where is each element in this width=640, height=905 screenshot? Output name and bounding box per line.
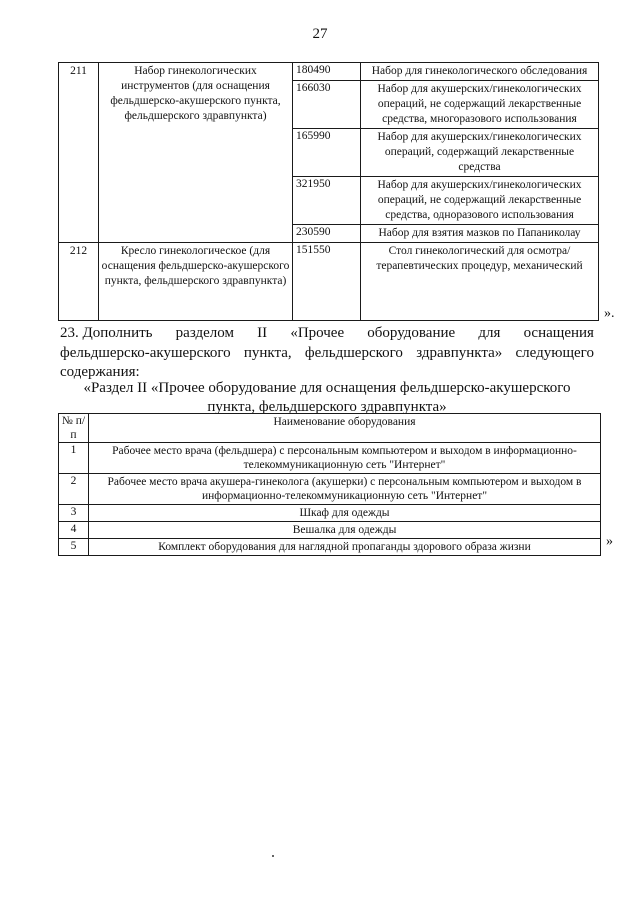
table-row — [59, 474, 601, 505]
row-number: 2 — [59, 474, 89, 505]
row-number: 1 — [59, 443, 89, 474]
page-number: 27 — [312, 26, 328, 42]
item-description: Набор для гинекологического обследования — [361, 63, 599, 81]
word: здравпункта» — [416, 345, 503, 361]
table-row — [59, 63, 599, 81]
word: фельдшерско-акушерского — [60, 345, 231, 361]
word: фельдшерского — [304, 345, 403, 361]
word: пункта, — [243, 345, 292, 361]
item-code: 321950 — [293, 177, 361, 225]
header-name: Наименование оборудования — [89, 414, 601, 443]
item-code: 166030 — [293, 81, 361, 129]
word: следующего — [515, 345, 594, 361]
paragraph-23-line-3: содержания: — [60, 364, 140, 380]
table-row — [59, 443, 601, 474]
item-description: Набор для акушерских/гинекологических операций, не содержащий лекарственные средства, одноразового использования — [361, 177, 599, 225]
table-header-row — [59, 414, 601, 443]
section-title-line-2: пункта, фельдшерского здравпункта» — [207, 399, 447, 415]
other-equipment-table — [58, 413, 601, 556]
item-code: 230590 — [293, 225, 361, 243]
row-number: 212 — [59, 243, 99, 321]
equipment-name: Набор гинекологических инструментов (для оснащения фельдшерско-акушерского пункта, фельдшерского здравпункта) — [99, 63, 293, 243]
closing-quote: ». — [604, 306, 615, 321]
scan-dot — [272, 855, 274, 857]
word: 23. Дополнить — [60, 325, 153, 341]
equipment-name: Шкаф для одежды — [89, 505, 601, 522]
section-title-line-1: «Раздел II «Прочее оборудование для оснащения фельдшерско-акушерского — [83, 380, 571, 396]
item-code: 165990 — [293, 129, 361, 177]
item-code: 180490 — [293, 63, 361, 81]
table-row — [59, 522, 601, 539]
header-number: № п/п — [59, 414, 89, 443]
word: оборудование — [367, 325, 456, 341]
item-description: Набор для взятия мазков по Папаниколау — [361, 225, 599, 243]
word: II — [257, 325, 268, 341]
item-description: Набор для акушерских/гинекологических операций, не содержащий лекарственные средства, многоразового использования — [361, 81, 599, 129]
word: «Прочее — [290, 325, 345, 341]
item-description: Набор для акушерских/гинекологических операций, содержащий лекарственные средства — [361, 129, 599, 177]
word: оснащения — [523, 325, 594, 341]
table-row — [59, 505, 601, 522]
item-code: 151550 — [293, 243, 361, 321]
equipment-name: Рабочее место врача акушера-гинеколога (акушерки) с персональным компьютером и выходом в информационно-телекоммуникационную сеть "Интернет" — [89, 474, 601, 505]
closing-quote: » — [606, 534, 613, 549]
section-title — [60, 379, 594, 417]
table-row — [59, 243, 599, 321]
row-number: 211 — [59, 63, 99, 243]
word: разделом — [175, 325, 234, 341]
row-number: 3 — [59, 505, 89, 522]
row-number: 4 — [59, 522, 89, 539]
paragraph-23-line-1 — [60, 324, 594, 343]
equipment-name: Рабочее место врача (фельдшера) с персональным компьютером и выходом в информационно-телекоммуникационную сеть "Интернет" — [89, 443, 601, 474]
table-row — [59, 539, 601, 556]
paragraph-23-line-2 — [60, 344, 594, 363]
equipment-name: Вешалка для одежды — [89, 522, 601, 539]
word: для — [478, 325, 501, 341]
equipment-name: Кресло гинекологическое (для оснащения фельдшерско-акушерского пункта, фельдшерского здравпункта) — [99, 243, 293, 321]
row-number: 5 — [59, 539, 89, 556]
equipment-name: Комплект оборудования для наглядной пропаганды здорового образа жизни — [89, 539, 601, 556]
equipment-table-continued — [58, 62, 599, 321]
item-description: Стол гинекологический для осмотра/терапевтических процедур, механический — [361, 243, 599, 321]
